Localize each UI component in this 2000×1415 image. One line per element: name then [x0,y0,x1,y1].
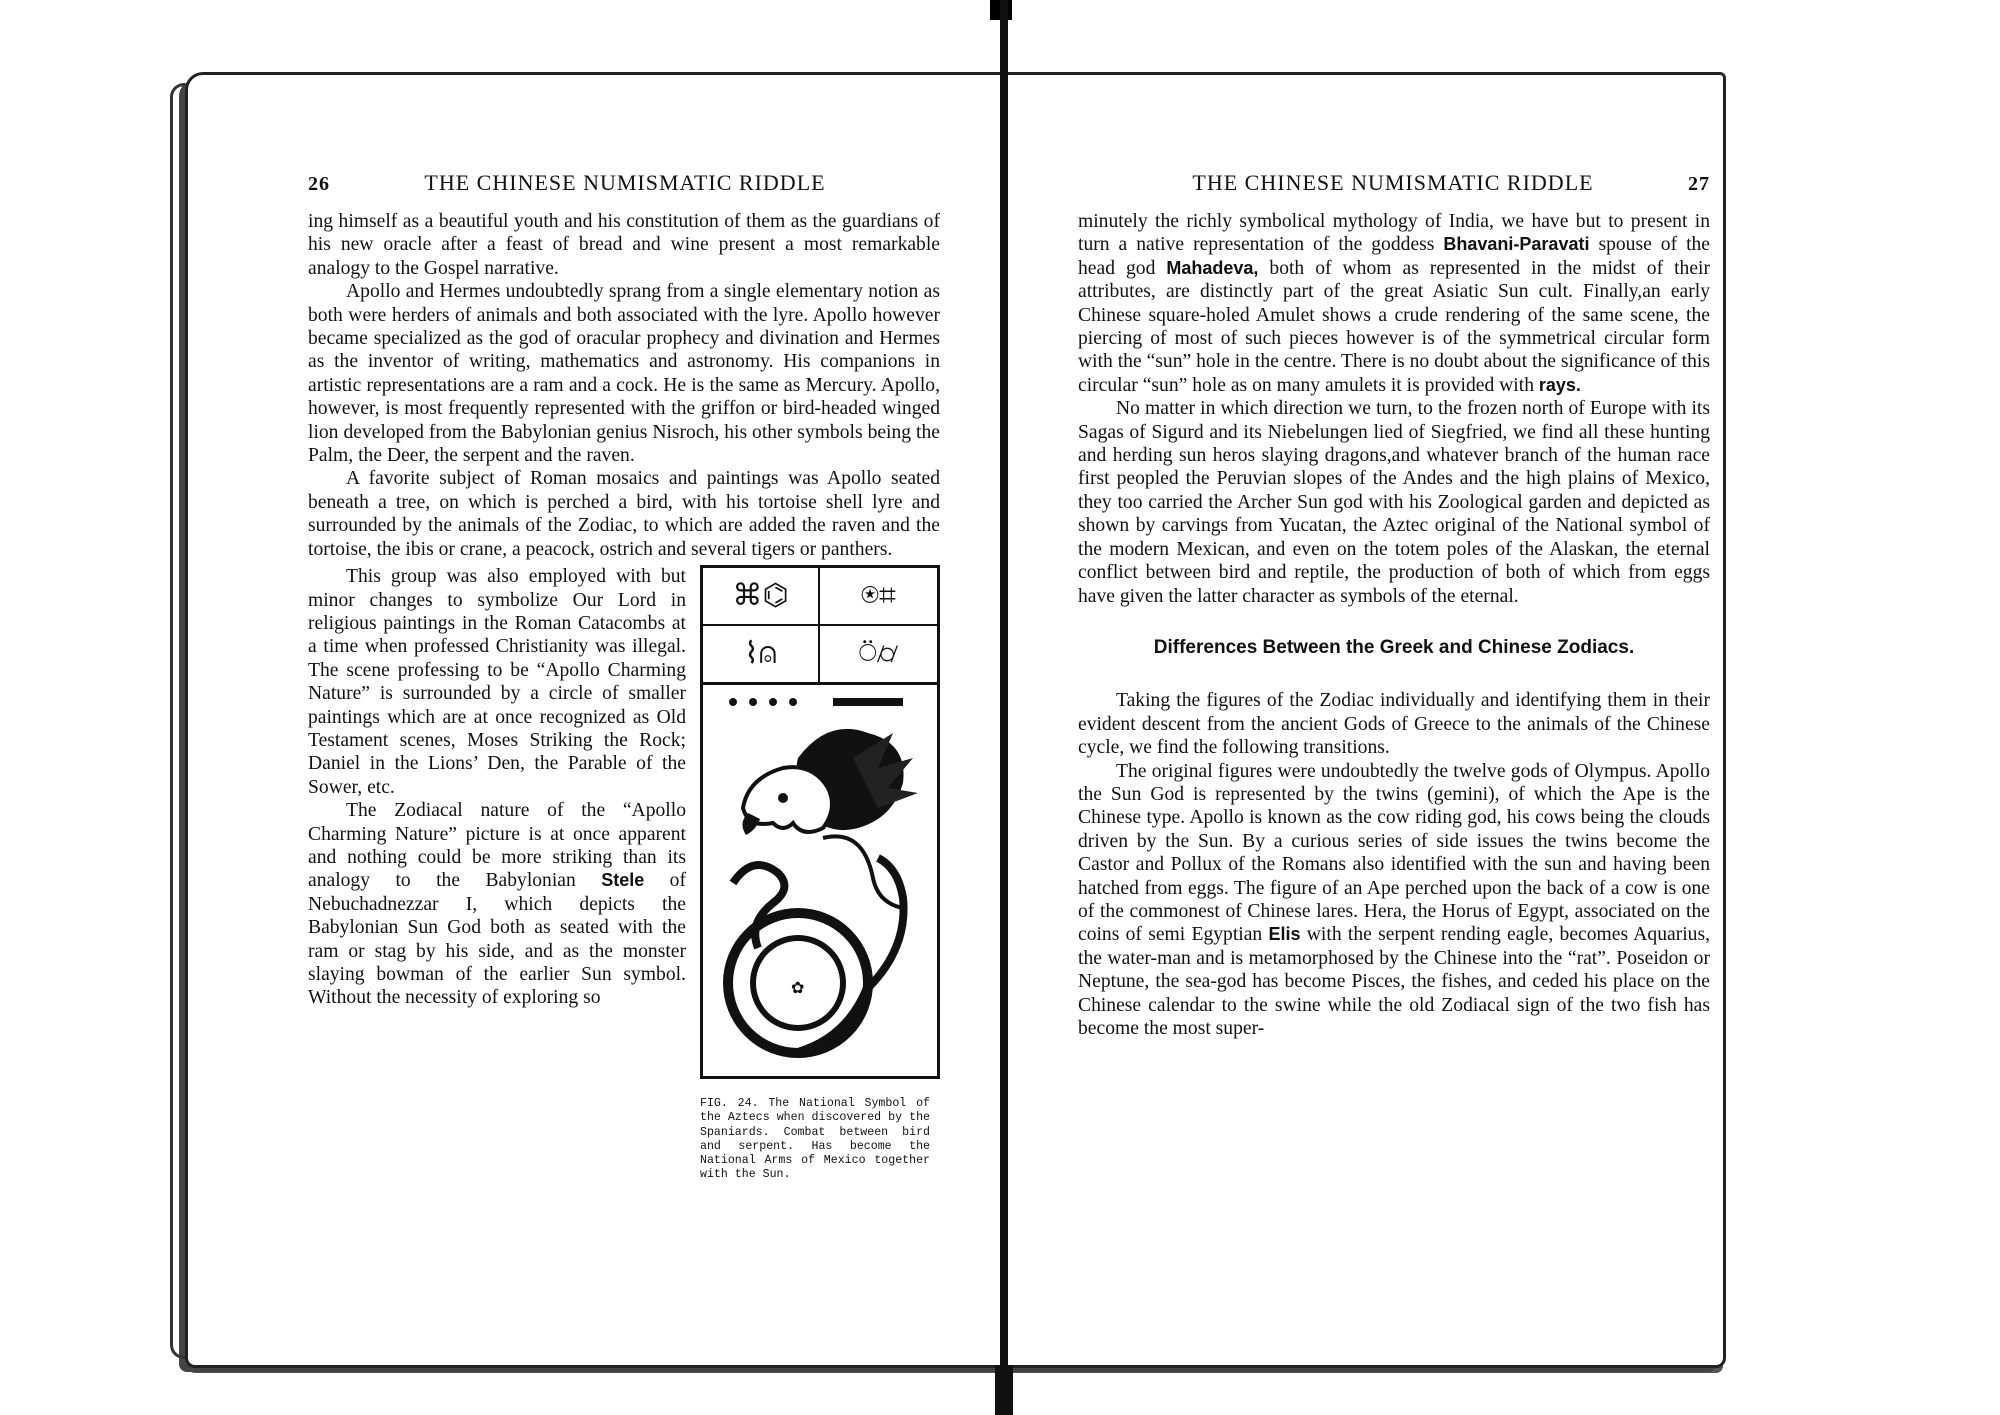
glyph-icon: ⌘⌬ [703,568,820,626]
left-running-title: THE CHINESE NUMISMATIC RIDDLE [424,170,826,195]
aztec-glyph-grid [703,568,937,685]
left-running-head [308,170,940,196]
left-paragraph-3: A favorite subject of Roman mosaics and paintings was Apollo seated beneath a tree, on which is perched a bird, with his tortoise shell lyre and surrounded by the animals of the Zodiac, to which are added the raven and the tortoise, the ibis or crane, a peacock, ostrich and several tigers or panthers. [308,468,940,560]
right-paragraph-1: minutely the richly symbolical mythology of India, we have but to present in turn a native representation of the goddess Bhavani-Paravati spouse of the head god Mahadeva, both of whom as represented in the midst of their attributes, are distinctly part of the great Asiatic Sun cult. Finally,an early Chinese square-holed Amulet shows a crude rendering of the same scene, the piercing of most of such pieces however is of the symmetrical circular form with the “sun” hole in the centre. There is no doubt about the significance of this circular “sun” hole as on many amulets it is provided with rays. [1078,211,1711,396]
bold-term-bhavani: Bhavani-Paravati [1443,234,1590,255]
figure-image [700,565,940,1079]
right-running-head [1078,170,1710,196]
right-page [1078,170,1710,1040]
right-page-number: 27 [1688,173,1710,195]
right-body-text [1078,210,1710,1040]
right-paragraph-3: Taking the figures of the Zodiac individually and identifying them in their evident descent from the ancient Gods of Greece to the animals of the Chinese cycle, we find the following transitions. [1078,690,1710,759]
bold-term-rays: rays. [1538,374,1581,395]
bookmark-ribbon [995,1365,1013,1415]
glyph-icon: ⍥⌭ [858,636,899,672]
left-paragraph-1: ing himself as a beautiful youth and his constitution of them as the guardians of his new oracle after a feast of bread and wine present a most remarkable analogy to the Gospel narrative. [308,211,940,279]
left-page [308,170,940,1188]
right-paragraph-4: The original figures were undoubtedly the twelve gods of Olympus. Apollo the Sun God is represented by the twins (gemini), of which the Ape is the Chinese type. Apollo is known as the cow riding god, his cows being the clouds driven by the Sun. By a curious series of side issues the twins become the Castor and Pollux of the Romans also identified with the sun and having been hatched from eggs. The figure of an Ape perched upon the back of a cow is one of the commonest of Chinese lares. Hera, the Horus of Egypt, associated on the coins of semi Egyptian Elis with the serpent rending eagle, becomes Aquarius, the water-man and is metamorphosed by the Chinese into the “rat”. Poseidon or Neptune, the sea-god has become Pisces, the fishes, and ceded his place on the Chinese calendar to the swine while the old Zodiacal sign of the two fish has become the most super- [1078,760,1710,1039]
left-paragraph-4: This group was also employed with but minor changes to symbolize Our Lord in religious paintings in the Roman Catacombs at a time when professed Christianity was illegal. The scene professing to be “Apollo Charming Nature” is surrounded by a circle of smaller paintings which are at once recognized as Old Testament scenes, Moses Striking the Rock; Daniel in the Lions’ Den, the Parable of the Sower, etc. [308,566,686,798]
stele-bold-term: Stele [601,870,645,891]
glyph-icon: ⍟⌗ [820,568,937,626]
figure-24 [700,565,940,1182]
figure-caption: FIG. 24. The National Symbol of the Aztecs when discovered by the Spaniards. Combat between bird and serpent. Has become the National Arms of Mexico together with the Sun. [700,1097,930,1182]
eagle-serpent-illustration [703,688,937,1070]
left-paragraph-5: The Zodiacal nature of the “Apollo Charming Nature” picture is at once apparent and nothing could be more striking than its analogy to the Babylonian Stele of Nebuchadnezzar I, which depicts the Babylonian Sun God both as seated with the ram or stag by his side, and as the monster slaying bowman of the earlier Sun symbol. Without the necessity of exploring so [308,800,686,1009]
bold-term-mahadeva: Mahadeva, [1166,257,1259,278]
bold-term-elis: Elis [1268,924,1301,945]
glyph-icon: ⌇⍝ [703,626,820,682]
book-spine [1000,0,1008,1415]
left-body-text [308,210,940,1188]
left-page-number: 26 [308,173,330,195]
svg-text:✿: ✿ [791,978,805,998]
right-running-title: THE CHINESE NUMISMATIC RIDDLE [1192,170,1594,195]
right-paragraph-2: No matter in which direction we turn, to the frozen north of Europe with its Sagas of Sigurd and its Niebelungen lied of Siegfried, we find all these hunting and herding sun heros slaying dragons,and whatever branch of the human race first peopled the Peruvian slopes of the Andes and the high plains of Mexico, they too carried the Archer Sun god with his Zoological garden and depicted as shown by carvings from Yucatan, the Aztec original of the National symbol of the modern Mexican, and even on the totem poles of the Alaskan, the eternal conflict between bird and reptile, the production of both of which from eggs have given the latter character as symbols of the eternal. [1078,398,1710,607]
left-paragraph-2: Apollo and Hermes undoubtedly sprang from a single elementary notion as both were herders of animals and both associated with the lyre. Apollo however became specialized as the god of oracular prophecy and divination and Hermes as the inventor of writing, mathematics and astronomy. His companions in artistic representations are a ram and a cock. He is the same as Mercury. Apollo, however, is most frequently represented with the griffon or bird-headed winged lion developed from the Babylonian genius Nisroch, his other symbols being the Palm, the Deer, the serpent and the raven. [308,281,940,467]
section-heading: Differences Between the Greek and Chinese Zodiacs. [1153,636,1635,658]
